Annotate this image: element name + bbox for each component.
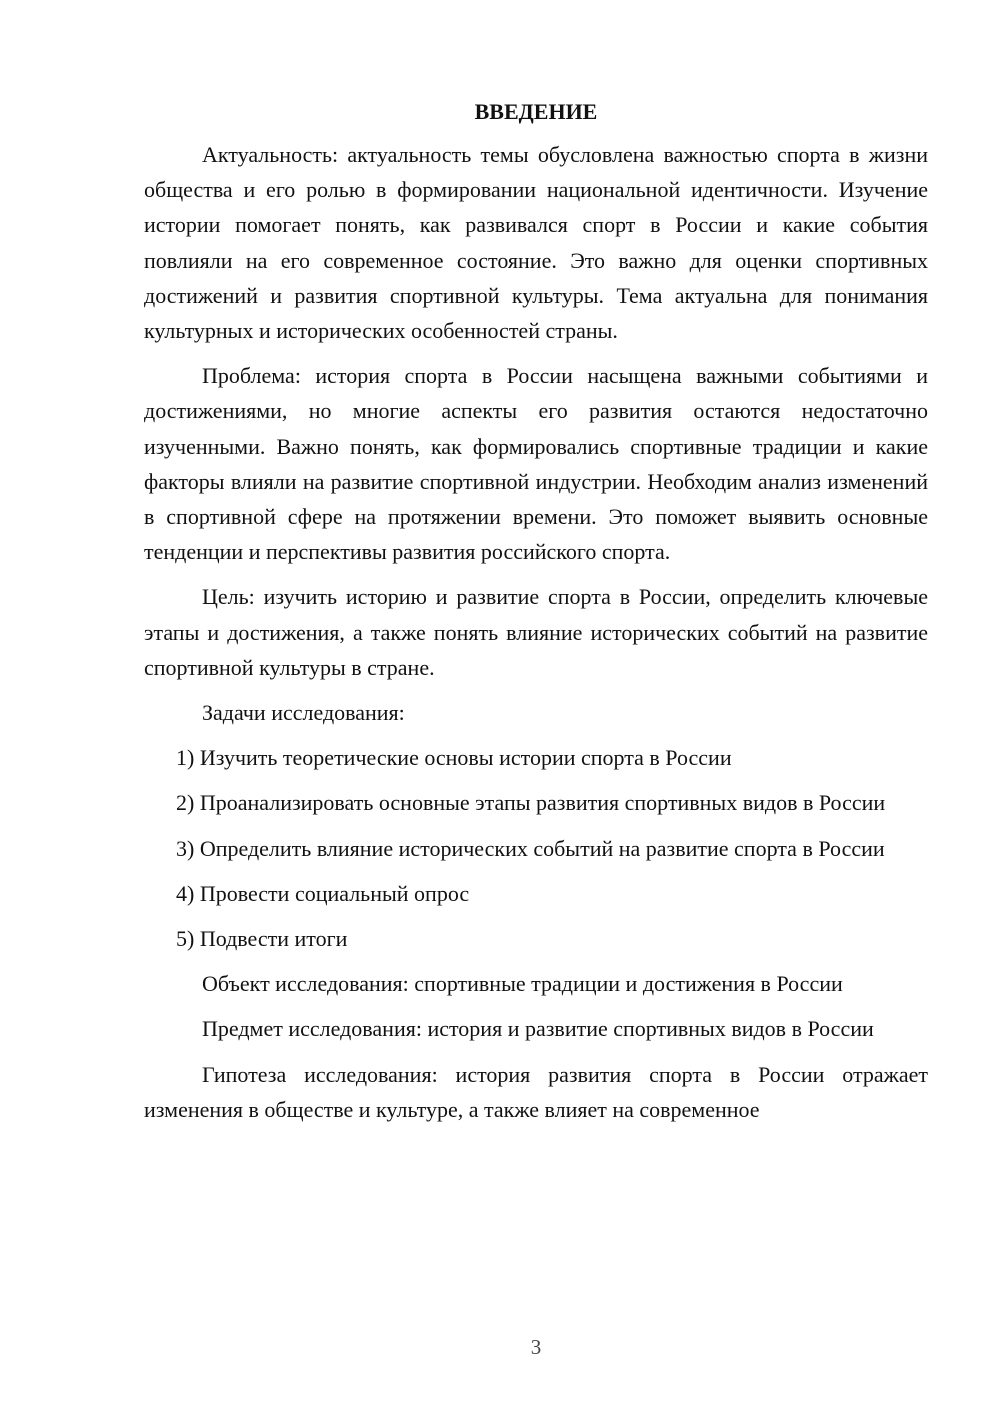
task-item-3: 3) Определить влияние исторических событий на развитие спорта в России [176, 835, 885, 861]
paragraph-problem: Проблема: история спорта в России насыщена важными событиями и достижениями, но многие аспекты его развития остаются недостаточно изученными. Важно понять, как формировались спортивные традиции и какие факторы влияли на развитие спортивной индустрии. Необходим анализ изменений в спортивной сфере на протяжении времени. Это поможет выявить основные тенденции и перспективы развития российского спорта. [144, 363, 928, 565]
paragraph-hypothesis: Гипотеза исследования: история развития спорта в России отражает изменения в обществе и культуре, а также влияет на современное [144, 1061, 928, 1122]
task-item-2: 2) Проанализировать основные этапы развития спортивных видов в России [176, 790, 886, 816]
task-item-4: 4) Провести социальный опрос [176, 880, 470, 906]
task-item-5: 5) Подвести итоги [176, 926, 348, 952]
paragraph-tasks-title: Задачи исследования: [202, 700, 405, 726]
paragraph-subject: Предмет исследования: история и развитие спортивных видов в России [202, 1016, 874, 1042]
paragraph-object: Объект исследования: спортивные традиции и достижения в России [202, 971, 843, 997]
page-content [144, 94, 928, 1127]
task-item-1: 1) Изучить теоретические основы истории спорта в России [176, 745, 732, 771]
section-heading: ВВЕДЕНИЕ [474, 99, 598, 124]
paragraph-goal: Цель: изучить историю и развитие спорта в России, определить ключевые этапы и достижения, а также понять влияние исторических событий на развитие спортивной культуры в стране. [144, 584, 928, 680]
page-number: 3 [530, 1335, 542, 1359]
paragraph-relevance: Актуальность: актуальность темы обусловлена важностью спорта в жизни общества и его ролью в формировании национальной идентичности. Изучение истории помогает понять, как развивался спорт в России и какие события повлияли на его современное состояние. Это важно для оценки спортивных достижений и развития спортивной культуры. Тема актуальна для понимания культурных и исторических особенностей страны. [144, 142, 928, 344]
